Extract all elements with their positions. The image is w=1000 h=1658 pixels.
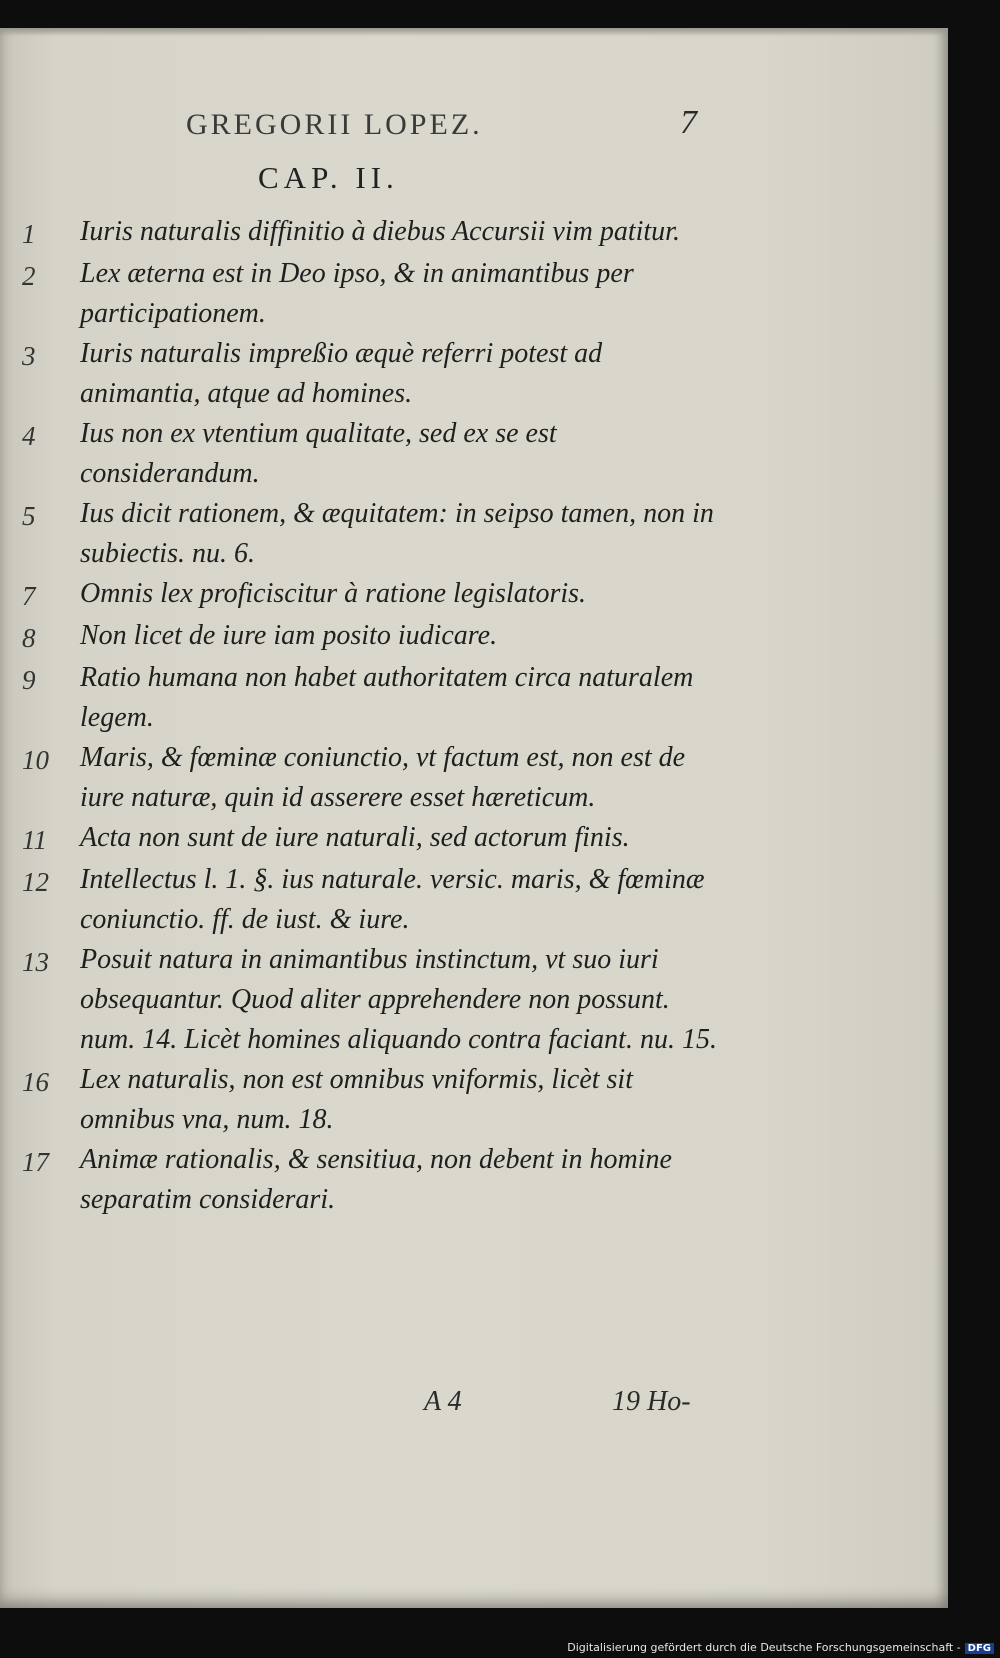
entry-number: 4 xyxy=(22,421,36,451)
list-item xyxy=(22,212,722,254)
entry-text: Maris, & fœminæ coniunctio, vt factum est, non est de iure naturæ, quin id asserere esset hæreticum. xyxy=(80,742,686,813)
entry-text: Lex naturalis, non est omnibus vniformis, licèt sit omnibus vna, num. 18. xyxy=(80,1064,633,1135)
page-number: 7 xyxy=(680,104,697,141)
entry-number: 8 xyxy=(22,623,36,653)
list-item xyxy=(22,658,722,738)
entry-number: 2 xyxy=(22,261,36,291)
entry-text: Iuris naturalis diffinitio à diebus Accursii vim patitur. xyxy=(80,216,680,247)
entry-text: Ius dicit rationem, & æquitatem: in seipso tamen, non in subiectis. nu. 6. xyxy=(80,498,714,569)
list-item xyxy=(22,334,722,414)
entry-number: 10 xyxy=(22,745,49,775)
list-item xyxy=(22,616,722,658)
list-item xyxy=(22,494,722,574)
entry-number: 13 xyxy=(22,947,49,977)
list-item xyxy=(22,254,722,334)
list-item xyxy=(22,1060,722,1140)
entry-text: Non licet de iure iam posito iudicare. xyxy=(80,620,498,651)
entry-number: 16 xyxy=(22,1067,49,1097)
list-item xyxy=(22,574,722,616)
signature-mark: A 4 xyxy=(424,1386,462,1417)
digitization-credit xyxy=(567,1641,994,1654)
list-item xyxy=(22,860,722,940)
list-item xyxy=(22,1140,722,1220)
entry-text: Ratio humana non habet authoritatem circa naturalem legem. xyxy=(80,662,694,733)
page-top-edge xyxy=(0,28,948,36)
list-item xyxy=(22,818,722,860)
credit-text: Digitalisierung gefördert durch die Deutsche Forschungsgemeinschaft - xyxy=(567,1641,961,1654)
entry-number: 7 xyxy=(22,581,36,611)
entry-text: Iuris naturalis impreßio æquè referri potest ad animantia, atque ad homines. xyxy=(80,338,603,409)
entry-text: Posuit natura in animantibus instinctum, vt suo iuri obsequantur. Quod aliter apprehendere non possunt. num. 14. Licèt homines aliquando contra faciant. nu. 15. xyxy=(80,944,717,1055)
running-head: GREGORII LOPEZ. xyxy=(186,108,483,141)
summary-list xyxy=(22,212,722,1220)
list-item xyxy=(22,738,722,818)
entry-number: 9 xyxy=(22,665,36,695)
entry-number: 17 xyxy=(22,1147,49,1177)
entry-number: 5 xyxy=(22,501,36,531)
entry-text: Omnis lex proficiscitur à ratione legislatoris. xyxy=(80,578,587,609)
entry-number: 11 xyxy=(22,825,47,855)
entry-text: Animæ rationalis, & sensitiua, non debent in homine separatim considerari. xyxy=(80,1144,672,1215)
catchword: 19 Ho- xyxy=(612,1386,691,1417)
page-footer xyxy=(0,1386,948,1426)
entry-text: Acta non sunt de iure naturali, sed actorum finis. xyxy=(80,822,630,853)
entry-text: Lex æterna est in Deo ipso, & in animantibus per participationem. xyxy=(80,258,634,329)
entry-text: Ius non ex vtentium qualitate, sed ex se est considerandum. xyxy=(80,418,557,489)
dfg-logo-icon: DFG xyxy=(965,1643,994,1654)
entry-text: Intellectus l. 1. §. ius naturale. versic. maris, & fœminæ coniunctio. ff. de iust. & iure. xyxy=(80,864,705,935)
list-item xyxy=(22,940,722,1060)
chapter-title: CAP. II. xyxy=(258,160,399,195)
list-item xyxy=(22,414,722,494)
entry-number: 1 xyxy=(22,219,36,249)
entry-number: 12 xyxy=(22,867,49,897)
entry-number: 3 xyxy=(22,341,36,371)
